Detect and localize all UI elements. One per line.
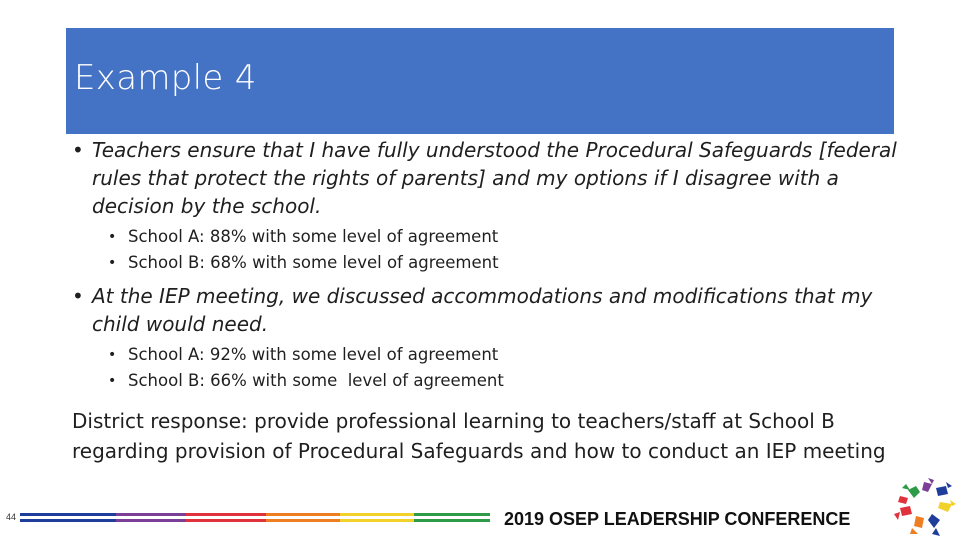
- stripe-red: [186, 513, 266, 516]
- sub-bullet-text: School B: 68% with some level of agreement: [128, 253, 499, 272]
- stripe-yellow: [340, 513, 414, 516]
- bullet-icon: •: [108, 347, 117, 363]
- stripe-yellow: [340, 519, 414, 522]
- bullet-item: [72, 282, 902, 338]
- stripe-navy: [20, 519, 116, 522]
- slide-title: Example 4: [74, 58, 257, 98]
- sub-bullet-text: School A: 88% with some level of agreement: [128, 227, 499, 246]
- sub-bullet-list: [108, 342, 902, 394]
- bullet-icon: •: [72, 138, 84, 162]
- bullet-text: At the IEP meeting, we discussed accommodations and modifications that my child would need.: [92, 284, 873, 336]
- bullet-icon: •: [108, 229, 117, 245]
- page-number: 44: [6, 512, 17, 522]
- conference-name: 2019 OSEP LEADERSHIP CONFERENCE: [504, 509, 851, 529]
- stripe-green: [414, 519, 490, 522]
- district-response: District response: provide professional learning to teachers/staff at School B regarding provision of Procedural Safeguards and how to conduct an IEP meeting: [72, 409, 886, 463]
- stripe-orange: [266, 519, 340, 522]
- stripe-green: [414, 513, 490, 516]
- sub-bullet-text: School B: 66% with some level of agreement: [128, 371, 504, 390]
- sub-bullet-item: [108, 342, 902, 368]
- sub-bullet-item: [108, 250, 902, 276]
- bullet-icon: •: [108, 373, 117, 389]
- stripe-navy: [20, 513, 116, 516]
- title-bar: [66, 28, 894, 134]
- stripe-orange: [266, 513, 340, 516]
- bullet-text: Teachers ensure that I have fully understood the Procedural Safeguards [federal rules that protect the rights of parents] and my options if I disagree with a decision by the school.: [92, 138, 897, 218]
- stripe-purple: [116, 513, 186, 516]
- bullet-icon: •: [108, 255, 117, 271]
- stripe-red: [186, 519, 266, 522]
- bullet-item: [72, 136, 902, 220]
- sub-bullet-item: [108, 224, 902, 250]
- footer-color-stripes: [20, 513, 490, 525]
- sub-bullet-item: [108, 368, 902, 394]
- bullet-group-iep-meeting: [72, 282, 902, 394]
- hands-logo-icon: [894, 478, 956, 538]
- bullet-group-procedural-safeguards: [72, 136, 902, 276]
- stripe-purple: [116, 519, 186, 522]
- bullet-icon: •: [72, 284, 84, 308]
- sub-bullet-list: [108, 224, 902, 276]
- sub-bullet-text: School A: 92% with some level of agreement: [128, 345, 499, 364]
